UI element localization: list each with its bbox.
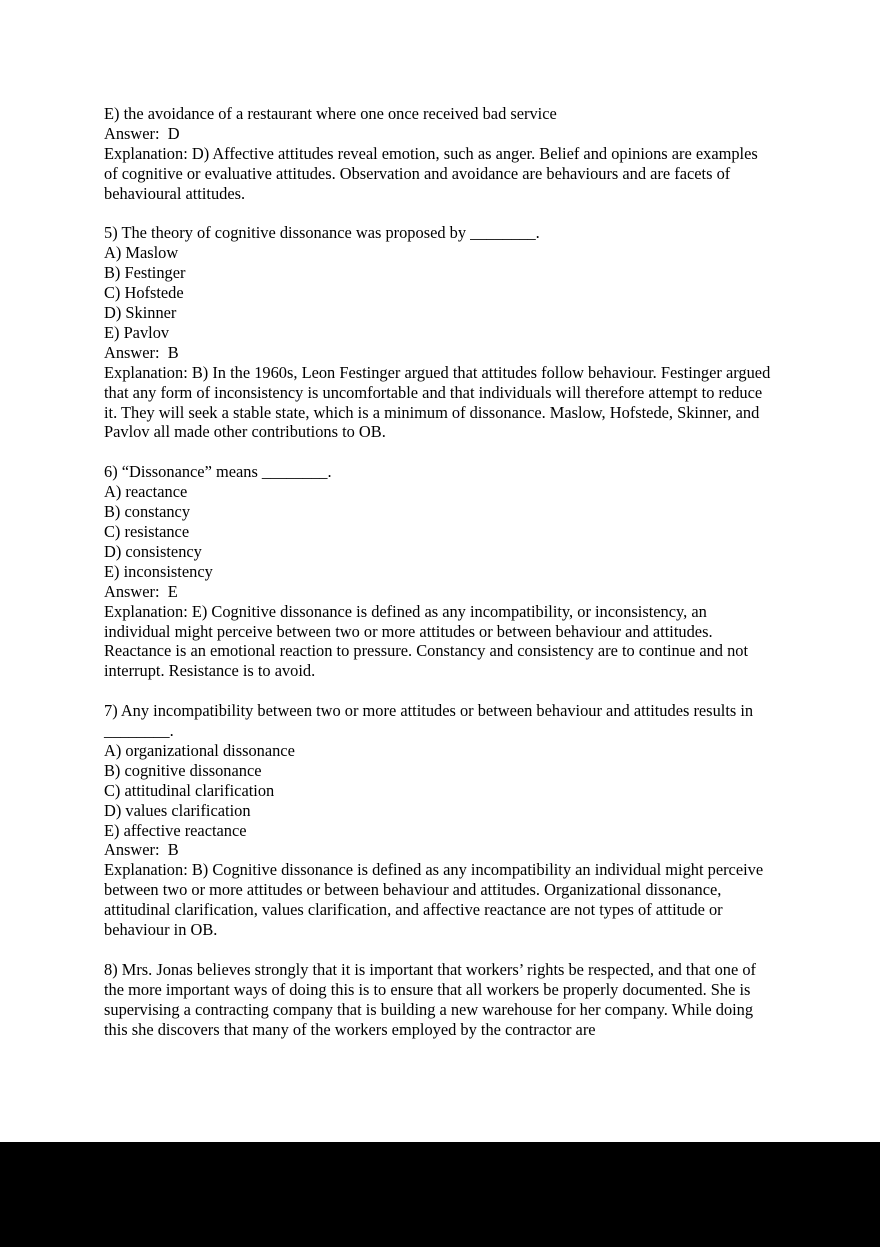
question-block-6	[104, 462, 772, 681]
option-line-b: B) constancy	[104, 502, 191, 522]
answer-line: Answer: B	[104, 840, 179, 860]
explanation-paragraph: Explanation: B) In the 1960s, Leon Festinger argued that attitudes follow behaviour. Festinger argued that any form of inconsistency is uncomfortable and that individuals will therefore attempt to reduce it. They will seek a stable state, which is a minimum of dissonance. Maslow, Hofstede, Skinner, and Pavlov all made other contributions to OB.	[104, 362, 771, 442]
question-stem: 5) The theory of cognitive dissonance was proposed by ________.	[104, 223, 540, 243]
option-line-e: E) inconsistency	[104, 561, 213, 581]
option-line-e: E) the avoidance of a restaurant where one once received bad service	[104, 104, 557, 123]
option-line-d: D) values clarification	[104, 800, 251, 820]
explanation-paragraph: Explanation: B) Cognitive dissonance is defined as any incompatibility an individual might perceive between two or more attitudes or between behaviour and attitudes. Organizational dissonance, attitudinal clarification, values clarification, and affective reactance are not types of attitude or behaviour in OB.	[104, 860, 764, 940]
page-bottom-black-bar	[0, 1142, 880, 1247]
option-line-c: C) resistance	[104, 522, 190, 541]
question-block-8	[104, 960, 772, 1040]
explanation-paragraph: Explanation: D) Affective attitudes reveal emotion, such as anger. Belief and opinions are examples of cognitive or evaluative attitudes. Observation and avoidance are behaviours and are facets of behavioural attitudes.	[104, 143, 758, 203]
answer-line: Answer: D	[104, 123, 180, 143]
option-line-e: E) Pavlov	[104, 322, 170, 342]
option-line-a: A) reactance	[104, 482, 188, 502]
option-line-c: C) Hofstede	[104, 283, 184, 303]
option-line-a: A) Maslow	[104, 243, 179, 263]
explanation-paragraph: Explanation: E) Cognitive dissonance is defined as any incompatibility, or inconsistency, an individual might perceive between two or more attitudes or between behaviour and attitudes. Reactance is an emotional reaction to pressure. Constancy and consistency are to continue and not interrupt. Resistance is to avoid.	[104, 601, 749, 681]
question-block-7	[104, 701, 772, 940]
answer-line: Answer: E	[104, 581, 178, 601]
option-line-e: E) affective reactance	[104, 820, 247, 840]
option-line-c: C) attitudinal clarification	[104, 780, 275, 800]
question-scenario-paragraph: 8) Mrs. Jonas believes strongly that it is important that workers’ rights be respected, and that one of the more important ways of doing this is to ensure that all workers be properly documented. She is supervising a contracting company that is building a new warehouse for her company. While doing this she discovers that many of the workers employed by the contractor are	[104, 959, 756, 1039]
question-stem: 7) Any incompatibility between two or more attitudes or between behaviour and attitudes results in ________.	[104, 701, 754, 741]
option-line-a: A) organizational dissonance	[104, 740, 295, 760]
option-line-d: D) consistency	[104, 541, 202, 561]
document-text-column	[104, 104, 772, 1040]
option-line-d: D) Skinner	[104, 303, 177, 323]
option-line-b: B) cognitive dissonance	[104, 760, 262, 780]
question-block-5	[104, 223, 772, 442]
option-line-b: B) Festinger	[104, 263, 186, 283]
answer-block-4	[104, 104, 772, 204]
answer-line: Answer: B	[104, 342, 179, 362]
question-stem: 6) “Dissonance” means ________.	[104, 462, 332, 482]
